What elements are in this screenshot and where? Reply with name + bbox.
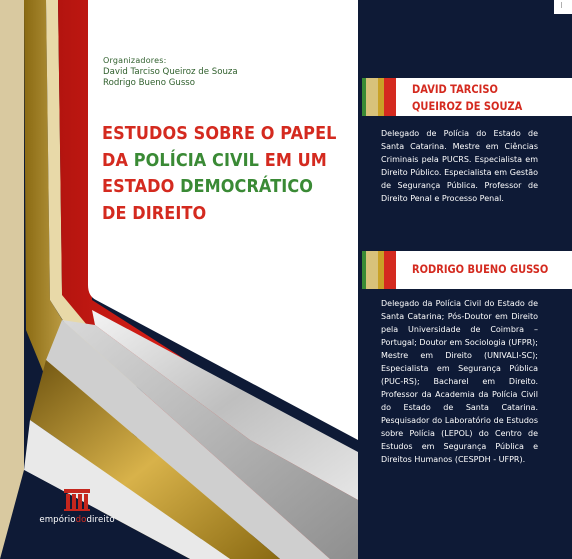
publisher-columns-icon bbox=[63, 488, 91, 512]
book-title bbox=[102, 121, 337, 227]
title-segment: DA bbox=[102, 150, 134, 171]
publisher-logo bbox=[37, 488, 117, 525]
band-stripe bbox=[366, 78, 378, 116]
organizers-label: Organizadores: bbox=[103, 56, 167, 65]
organizer-name: Rodrigo Bueno Gusso bbox=[103, 78, 196, 88]
author-bio: Delegado da Polícia Civil do Estado de Santa Catarina; Pós-Doutor em Direito pela Universidade de Coimbra – Portugal; Doutor em Sociologia (UFPR); Mestre em Direito (UNIVALI-SC); Especialista em Segurança Pública (PUC-RS); Bacharel em Direito. Professor da Academia da Polícia Civil do Estado de Santa Catarina. Pesquisador do Laboratório de Estudos sobre Polícia (LEPOL) do Centro de Estudos em Segurança Pública e Direitos Humanos (CESPDH - UFPR). bbox=[381, 299, 538, 464]
band-stripe bbox=[366, 251, 378, 289]
title-segment: DE DIREITO bbox=[102, 203, 207, 224]
title-line bbox=[102, 148, 332, 175]
author-name-line: RODRIGO BUENO GUSSO bbox=[412, 262, 549, 276]
organizer-name: David Tarciso Queiroz de Souza bbox=[103, 67, 238, 77]
title-line bbox=[102, 121, 337, 148]
publisher-name bbox=[37, 515, 117, 525]
publisher-name-part: empório bbox=[39, 515, 76, 525]
author-name bbox=[412, 81, 522, 115]
author-bio: Delegado de Polícia do Estado de Santa Catarina. Mestre em Ciências Criminais pela PUCRS. Especialista em Direito Público. Especialista em Gestão de Segurança Pública. Professor de Direito Penal e Processo Penal. bbox=[381, 129, 538, 203]
author-name bbox=[412, 261, 548, 278]
title-segment-highlight: DEMOCRÁTICO bbox=[180, 177, 314, 197]
band-stripe bbox=[384, 78, 396, 116]
publisher-name-part: do bbox=[75, 515, 87, 525]
author-name-band bbox=[362, 251, 572, 289]
title-line bbox=[102, 201, 332, 228]
title-segment: EM UM bbox=[259, 150, 327, 171]
band-stripe bbox=[384, 251, 396, 289]
publisher-name-part: direito bbox=[86, 515, 115, 525]
crop-mark bbox=[561, 2, 562, 8]
author-name-line: QUEIROZ DE SOUZA bbox=[412, 99, 523, 113]
page-corner bbox=[554, 0, 572, 14]
organizers-block bbox=[103, 56, 238, 89]
author-name-line: DAVID TARCISO bbox=[412, 82, 498, 96]
title-line bbox=[102, 174, 332, 201]
title-segment-highlight: POLÍCIA CIVIL bbox=[133, 150, 260, 171]
author-name-band bbox=[362, 78, 572, 116]
title-segment: ESTADO bbox=[102, 177, 181, 197]
title-segment: ESTUDOS SOBRE O PAPEL bbox=[102, 124, 337, 144]
